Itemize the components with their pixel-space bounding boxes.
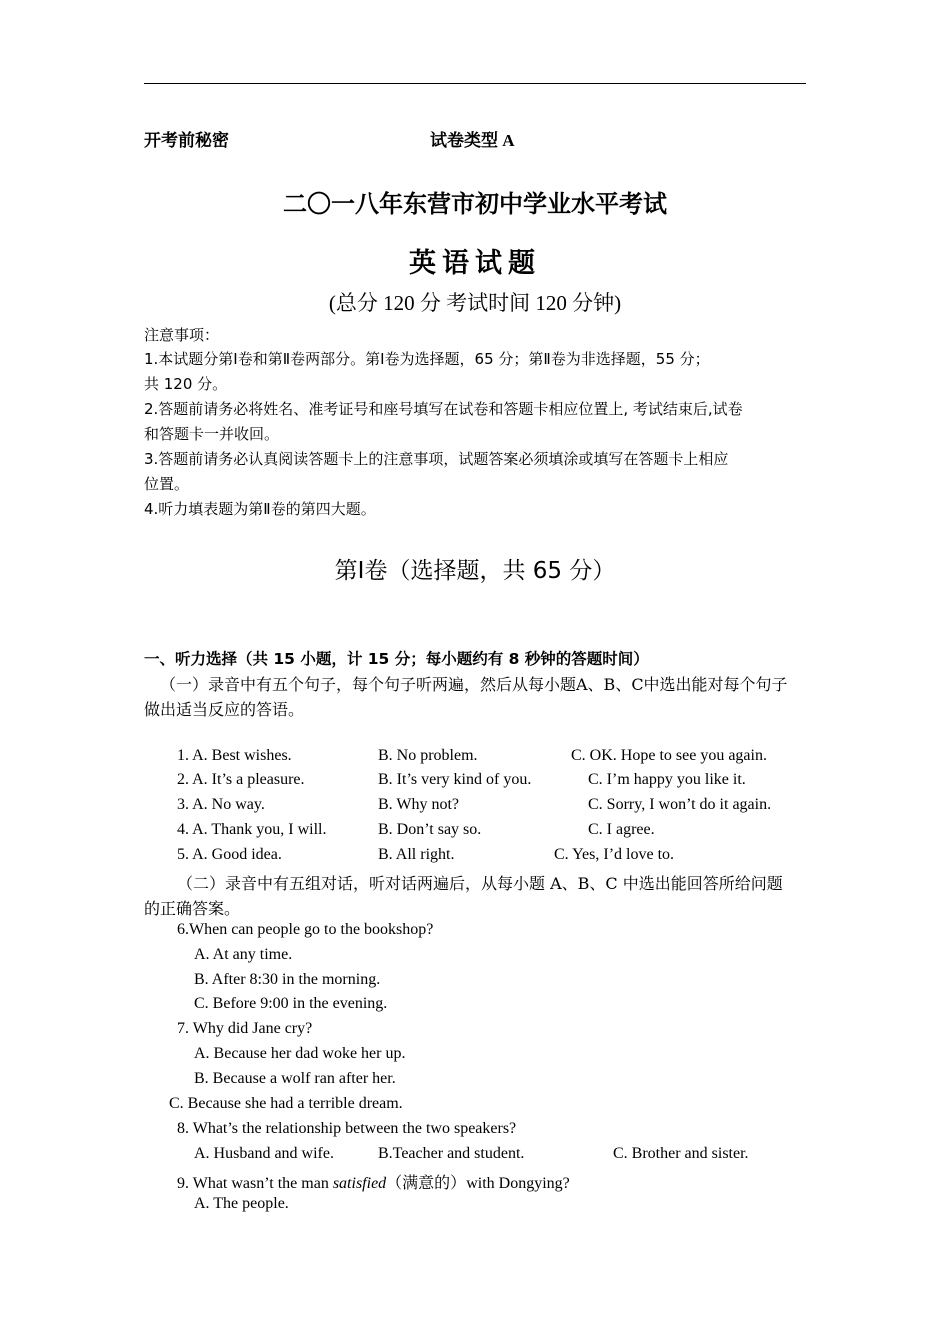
option-b: B. No problem.: [378, 747, 478, 764]
option-a: 5. A. Good idea.: [177, 846, 282, 863]
question-stem: [177, 1170, 570, 1193]
notice-line: 4.听力填表题为第Ⅱ卷的第四大题。: [144, 500, 376, 518]
notice-line: 3.答题前请务必认真阅读答题卡上的注意事项，试题答案必须填涂或填写在答题卡上相应: [144, 450, 729, 468]
option-c: C. I agree.: [588, 821, 655, 838]
option-b: B. It’s very kind of you.: [378, 771, 532, 788]
option-c: C. Yes, I’d love to.: [554, 846, 675, 863]
option-a: A. The people.: [194, 1195, 289, 1212]
option-b: B.Teacher and student.: [378, 1145, 525, 1162]
part1-instruction: 的正确答案。: [144, 899, 241, 918]
section-title: 第Ⅰ卷（选择题，共 65 分）: [334, 558, 616, 584]
question-stem: 6.When can people go to the bookshop?: [177, 921, 434, 938]
stem-text: 9. What wasn’t the man: [177, 1175, 333, 1192]
subject-title: 英语试题: [409, 248, 541, 279]
option-b: B. All right.: [378, 846, 455, 863]
confidential-label: 开考前秘密: [144, 131, 229, 150]
exam-title: 二〇一八年东营市初中学业水平考试: [283, 190, 667, 218]
stem-text: with Dongying?: [466, 1175, 570, 1192]
stem-gloss: （满意的）: [386, 1173, 467, 1192]
option-a: A. Because her dad woke her up.: [194, 1045, 406, 1062]
question-stem: 7. Why did Jane cry?: [177, 1020, 313, 1037]
notice-line: 2.答题前请务必将姓名、准考证号和座号填写在试卷和答题卡相应位置上, 考试结束后,试卷: [144, 400, 743, 418]
part1-instruction: （一）录音中有五个句子，每个句子听两遍，然后从每小题A、B、C中选出能对每个句子: [160, 675, 788, 694]
stem-italic-word: satisfied: [332, 1175, 387, 1192]
top-rule: [144, 83, 806, 84]
notice-line: 共 120 分。: [144, 375, 228, 393]
option-b: B. After 8:30 in the morning.: [194, 971, 381, 988]
part1-heading: 一、听力选择（共 15 小题，计 15 分；每小题约有 8 秒钟的答题时间）: [144, 650, 649, 668]
option-b: B. Because a wolf ran after her.: [194, 1070, 396, 1087]
option-a: 3. A. No way.: [177, 796, 265, 813]
part1-instruction: （二）录音中有五组对话，听对话两遍后，从每小题 A、B、C 中选出能回答所给问题: [177, 874, 783, 893]
question-stem: 8. What’s the relationship between the two speakers?: [177, 1120, 517, 1137]
option-c: C. Sorry, I won’t do it again.: [588, 796, 772, 813]
option-c: C. I’m happy you like it.: [588, 771, 746, 788]
part1-instruction: 做出适当反应的答语。: [144, 700, 305, 719]
option-a: A. At any time.: [194, 946, 293, 963]
option-c: C. Before 9:00 in the evening.: [194, 995, 388, 1012]
option-a: 1. A. Best wishes.: [177, 747, 292, 764]
paper-type-label: 试卷类型 A: [430, 131, 515, 150]
option-c: C. Because she had a terrible dream.: [169, 1095, 403, 1112]
option-c: C. Brother and sister.: [613, 1145, 749, 1162]
exam-info: (总分 120 分 考试时间 120 分钟): [328, 291, 622, 315]
option-c: C. OK. Hope to see you again.: [571, 747, 767, 764]
notice-line: 1.本试题分第Ⅰ卷和第Ⅱ卷两部分。第Ⅰ卷为选择题，65 分；第Ⅱ卷为非选择题，55 分；: [144, 350, 710, 368]
option-b: B. Why not?: [378, 796, 460, 813]
option-a: 4. A. Thank you, I will.: [177, 821, 327, 838]
option-a: A. Husband and wife.: [194, 1145, 334, 1162]
notice-line: 和答题卡一并收回。: [144, 425, 280, 443]
notice-heading: 注意事项：: [144, 326, 220, 344]
option-b: B. Don’t say so.: [378, 821, 482, 838]
option-a: 2. A. It’s a pleasure.: [177, 771, 305, 788]
notice-line: 位置。: [144, 475, 190, 493]
